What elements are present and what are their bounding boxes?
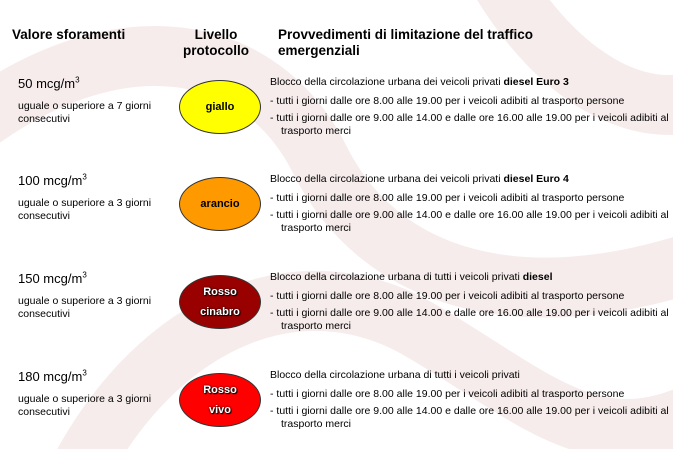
threshold-value	[18, 271, 178, 321]
measure-lead	[270, 76, 670, 89]
measures-block	[270, 369, 670, 435]
column-header-level-line1: Livello	[194, 27, 238, 42]
level-badge-rosso-cinabro	[179, 275, 261, 329]
measure-item-persons: - tutti i giorni dalle ore 8.00 alle 19.00 per i veicoli adibiti al trasporto persone	[270, 192, 625, 204]
threshold-description: uguale o superiore a 3 giorni consecutivi	[18, 393, 152, 418]
level-badge-arancio	[179, 177, 261, 231]
level-label-line1: Rosso	[203, 286, 237, 298]
concentration-exponent: 3	[82, 172, 87, 182]
measure-lead-text: Blocco della circolazione urbana di tutti i veicoli privati	[270, 271, 523, 283]
concentration-exponent: 3	[82, 270, 87, 280]
measure-lead-text: Blocco della circolazione urbana dei veicoli privati	[270, 173, 504, 185]
level-label-line2: cinabro	[200, 306, 240, 318]
measure-item-goods: - tutti i giorni dalle ore 9.00 alle 14.00 e dalle ore 16.00 alle 19.00 per i veicoli adibiti al trasporto merci	[270, 112, 669, 137]
threshold-description: uguale o superiore a 3 giorni consecutivi	[18, 295, 152, 320]
measure-item-goods: - tutti i giorni dalle ore 9.00 alle 14.00 e dalle ore 16.00 alle 19.00 per i veicoli adibiti al trasporto merci	[270, 405, 669, 430]
measure-lead-text: Blocco della circolazione urbana di tutti i veicoli privati	[270, 369, 520, 381]
threshold-description: uguale o superiore a 7 giorni consecutivi	[18, 100, 152, 125]
level-label-line1: giallo	[205, 101, 235, 113]
measure-lead-text: Blocco della circolazione urbana dei veicoli privati	[270, 76, 504, 88]
threshold-concentration	[18, 369, 178, 385]
measure-lead-bold: diesel Euro 3	[503, 76, 569, 88]
concentration-text: 180 mcg/m	[18, 369, 83, 384]
measure-lead-bold: diesel Euro 4	[503, 173, 569, 185]
threshold-concentration	[18, 271, 178, 287]
concentration-exponent: 3	[82, 368, 87, 378]
concentration-exponent: 3	[75, 75, 80, 85]
level-badge-giallo	[179, 80, 261, 134]
threshold-value	[18, 369, 178, 419]
threshold-value	[18, 76, 178, 126]
concentration-text: 50 mcg/m	[18, 76, 76, 91]
measures-block	[270, 271, 670, 337]
threshold-concentration	[18, 173, 178, 189]
column-header-measures-line1: Provvedimenti di limitazione del traffico	[278, 27, 534, 42]
concentration-text: 150 mcg/m	[18, 271, 83, 286]
measure-item-goods: - tutti i giorni dalle ore 9.00 alle 14.00 e dalle ore 16.00 alle 19.00 per i veicoli adibiti al trasporto merci	[270, 307, 669, 332]
measure-lead	[270, 173, 670, 186]
column-header-level	[176, 27, 256, 59]
level-label-line1: Rosso	[203, 384, 237, 396]
measures-block	[270, 173, 670, 239]
level-badge-rosso-vivo	[179, 373, 261, 427]
column-header-measures-line2: emergenziali	[278, 43, 360, 58]
measure-item-persons: - tutti i giorni dalle ore 8.00 alle 19.00 per i veicoli adibiti al trasporto persone	[270, 388, 625, 400]
measure-lead	[270, 271, 670, 284]
measures-block	[270, 76, 670, 142]
column-header-measures	[278, 27, 598, 59]
measure-item-persons: - tutti i giorni dalle ore 8.00 alle 19.00 per i veicoli adibiti al trasporto persone	[270, 290, 625, 302]
column-header-value: Valore sforamenti	[12, 27, 126, 42]
measure-lead-bold: diesel	[522, 271, 553, 283]
threshold-value	[18, 173, 178, 223]
measure-lead	[270, 369, 670, 382]
measure-item-goods: - tutti i giorni dalle ore 9.00 alle 14.00 e dalle ore 16.00 alle 19.00 per i veicoli adibiti al trasporto merci	[270, 209, 669, 234]
level-label-line1: arancio	[200, 198, 240, 210]
concentration-text: 100 mcg/m	[18, 173, 83, 188]
threshold-concentration	[18, 76, 178, 92]
level-label-line2: vivo	[208, 404, 231, 416]
column-header-level-line2: protocollo	[183, 43, 249, 58]
threshold-description: uguale o superiore a 3 giorni consecutivi	[18, 197, 152, 222]
measure-item-persons: - tutti i giorni dalle ore 8.00 alle 19.00 per i veicoli adibiti al trasporto persone	[270, 95, 625, 107]
